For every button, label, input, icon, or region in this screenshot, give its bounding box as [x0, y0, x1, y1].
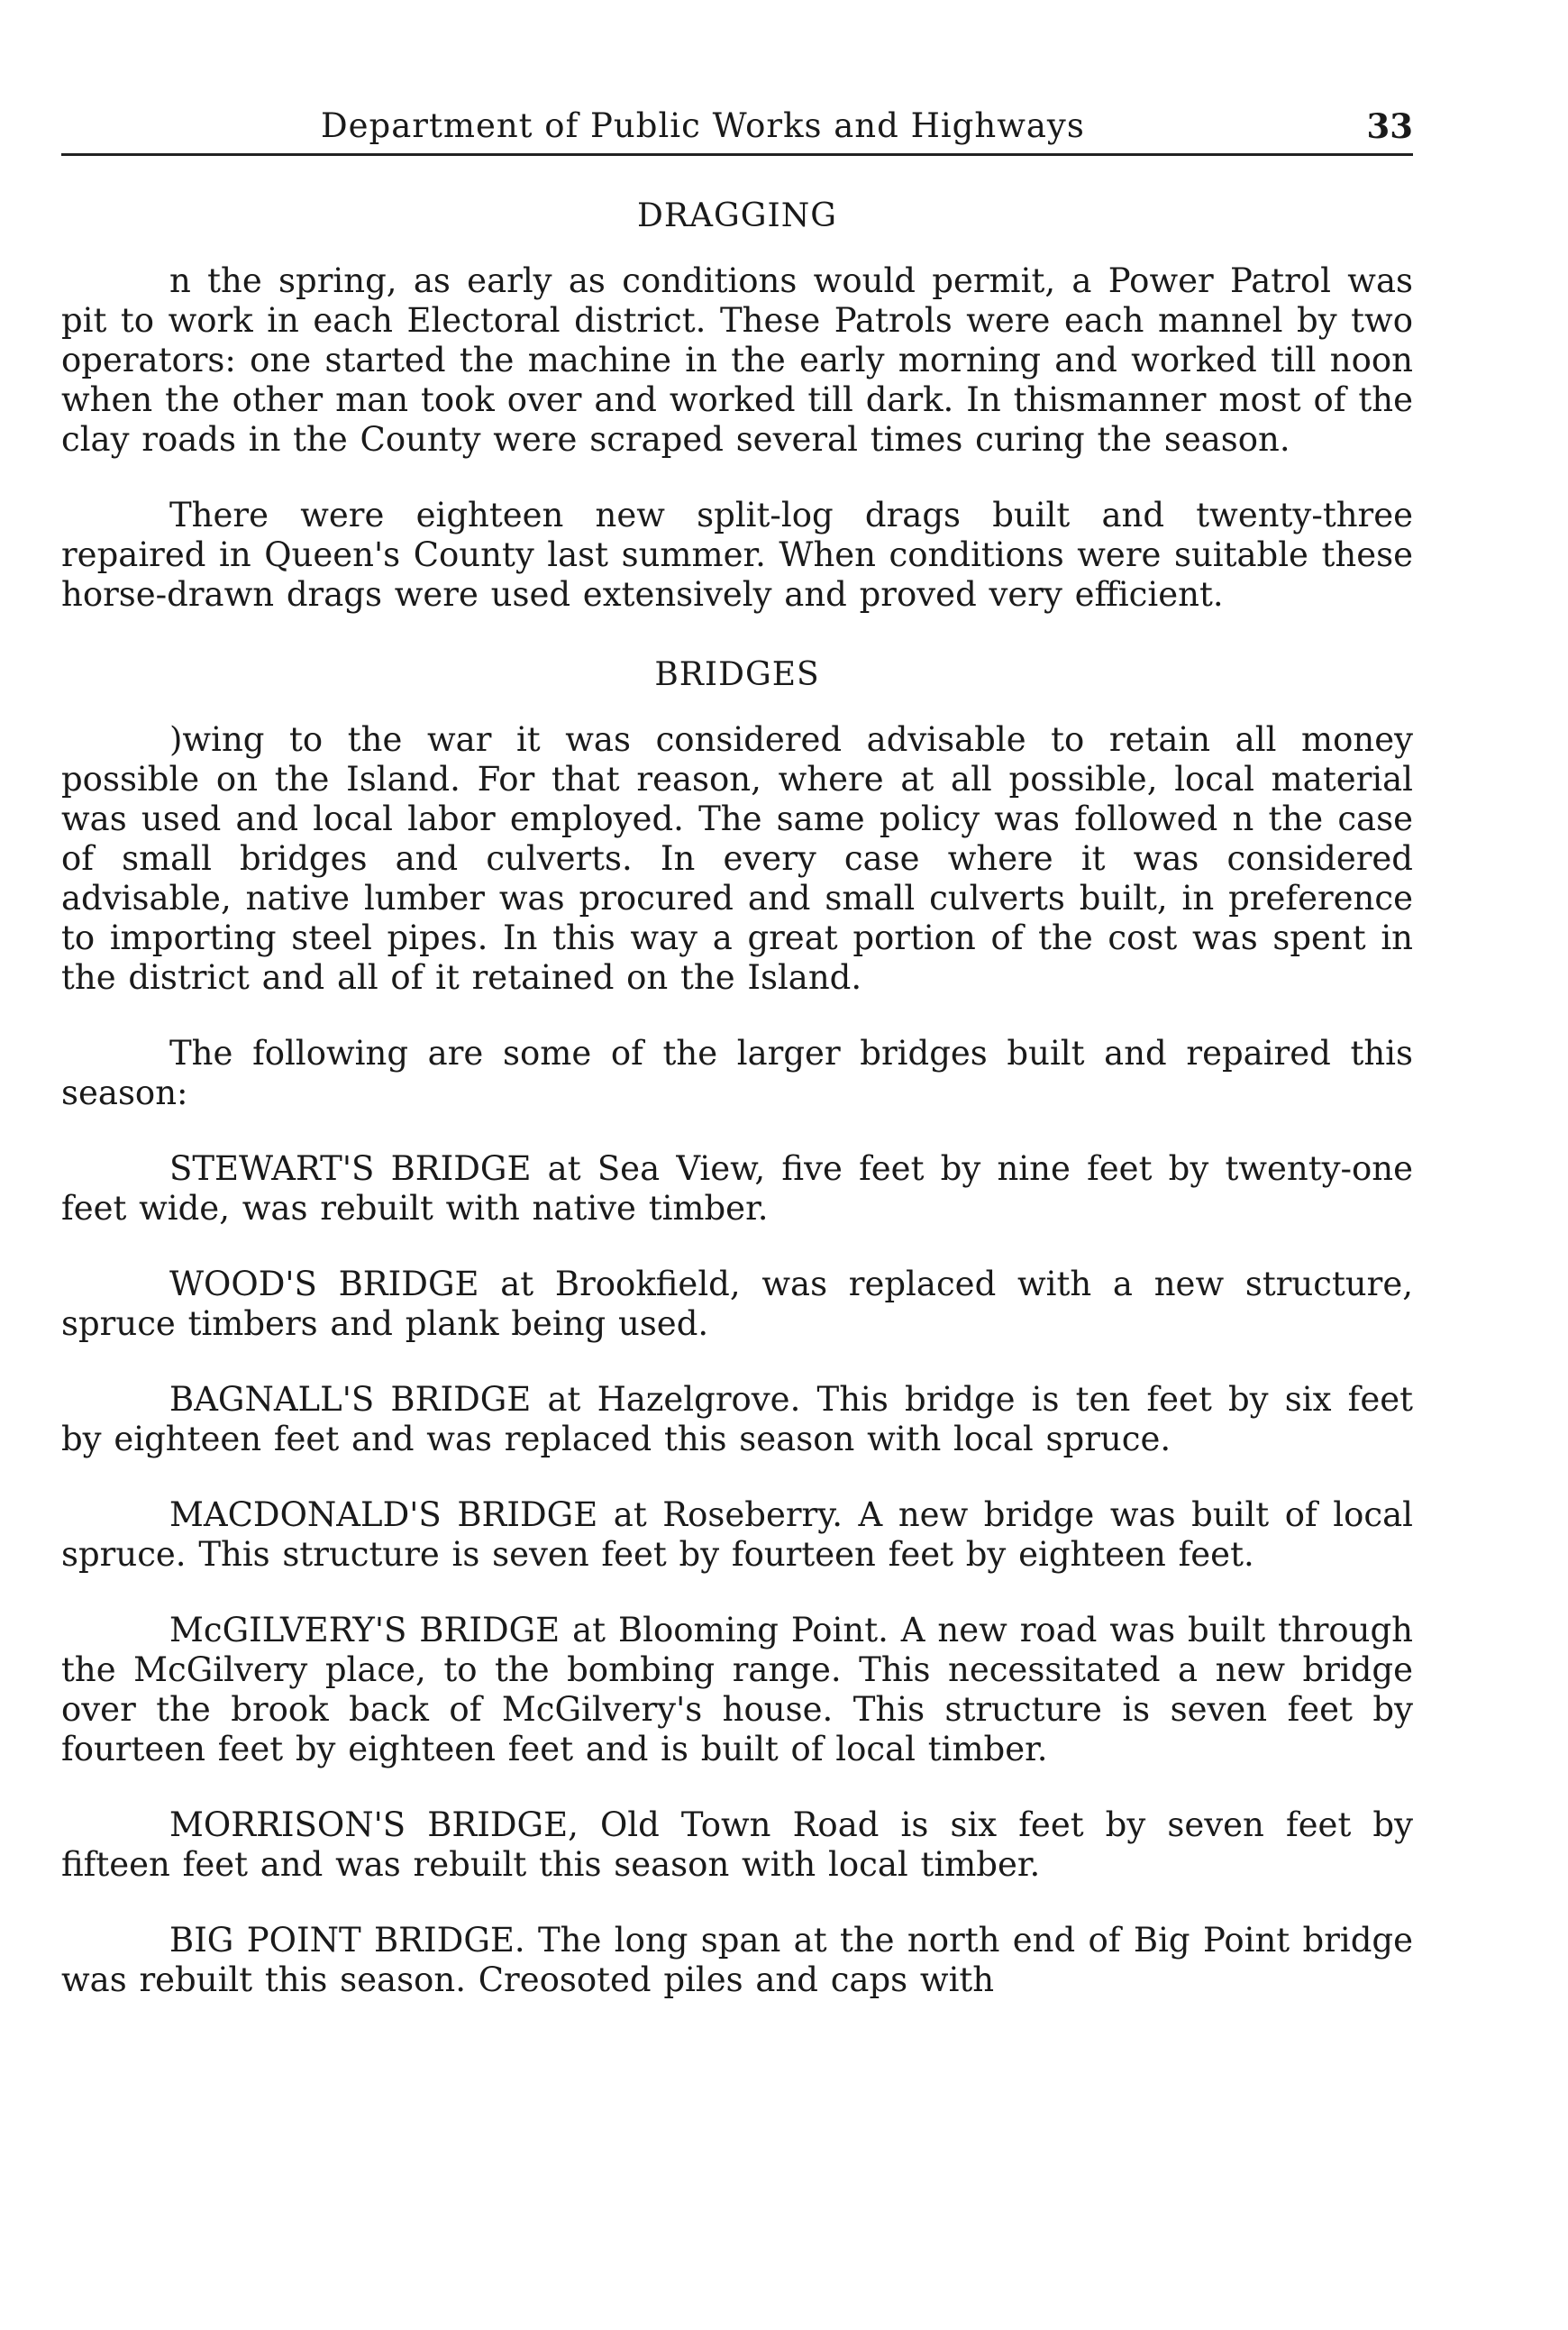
paragraph-mcgilverys-bridge: McGILVERY'S BRIDGE at Blooming Point. A new road was built through the McGilvery place, to the bombing range. This necessitated a new bridge over the brook back of McGilvery's house. This structure is seven feet by fourteen feet by eighteen feet and is built of local timber.	[61, 1611, 1413, 1768]
paragraph: )wing to the war it was considered advisable to retain all money possible on the Island. For that reason, where at all possible, local material was used and local labor employed. The same policy was followed n the case of small bridges and culverts. In every case where it was considered advisable, native lumber was procured and small culverts built, in preference to importing steel pipes. In this way a great portion of the cost was spent in the district and all of it retained on the Island.	[61, 720, 1413, 997]
section-title-dragging: DRAGGING	[637, 197, 837, 234]
paragraph: The following are some of the larger bridges built and repaired this season:	[61, 1034, 1413, 1112]
section-dragging	[61, 197, 1413, 615]
document-page	[61, 99, 1413, 2036]
paragraph-woods-bridge: WOOD'S BRIDGE at Brookfield, was replaced with a new structure, spruce timbers and plank being used.	[61, 1265, 1413, 1343]
paragraph-bagnalls-bridge: BAGNALL'S BRIDGE at Hazelgrove. This bridge is ten feet by six feet by eighteen feet and was replaced this season with local spruce.	[61, 1380, 1413, 1458]
paragraph: n the spring, as early as conditions would permit, a Power Patrol was pit to work in each Electoral district. These Patrols were each mannel by two operators: one started the machine in the early morning and worked till noon when the other man took over and worked till dark. In thismanner most of the clay roads in the County were scraped several times curing the season.	[61, 261, 1413, 459]
paragraph-big-point-bridge: BIG POINT BRIDGE. The long span at the north end of Big Point bridge was rebuilt this season. Creosoted piles and caps with	[61, 1921, 1413, 1999]
paragraph-macdonalds-bridge: MACDONALD'S BRIDGE at Roseberry. A new bridge was built of local spruce. This structure is seven feet by fourteen feet by eighteen feet.	[61, 1495, 1413, 1574]
section-title-bridges: BRIDGES	[654, 656, 820, 693]
section-bridges	[61, 656, 1413, 2000]
header-title: Department of Public Works and Highways	[321, 106, 1085, 145]
paragraph-morrisons-bridge: MORRISON'S BRIDGE, Old Town Road is six feet by seven feet by fifteen feet and was rebuilt this season with local timber.	[61, 1805, 1413, 1884]
paragraph: There were eighteen new split-log drags built and twenty-three repaired in Queen's County last summer. When conditions were suitable these horse-drawn drags were used extensively and proved very efficient.	[61, 496, 1413, 614]
page-number: 33	[1366, 106, 1413, 146]
paragraph-stewarts-bridge: STEWART'S BRIDGE at Sea View, five feet by nine feet by twenty-one feet wide, was rebuilt with native timber.	[61, 1149, 1413, 1228]
running-header	[61, 99, 1413, 156]
